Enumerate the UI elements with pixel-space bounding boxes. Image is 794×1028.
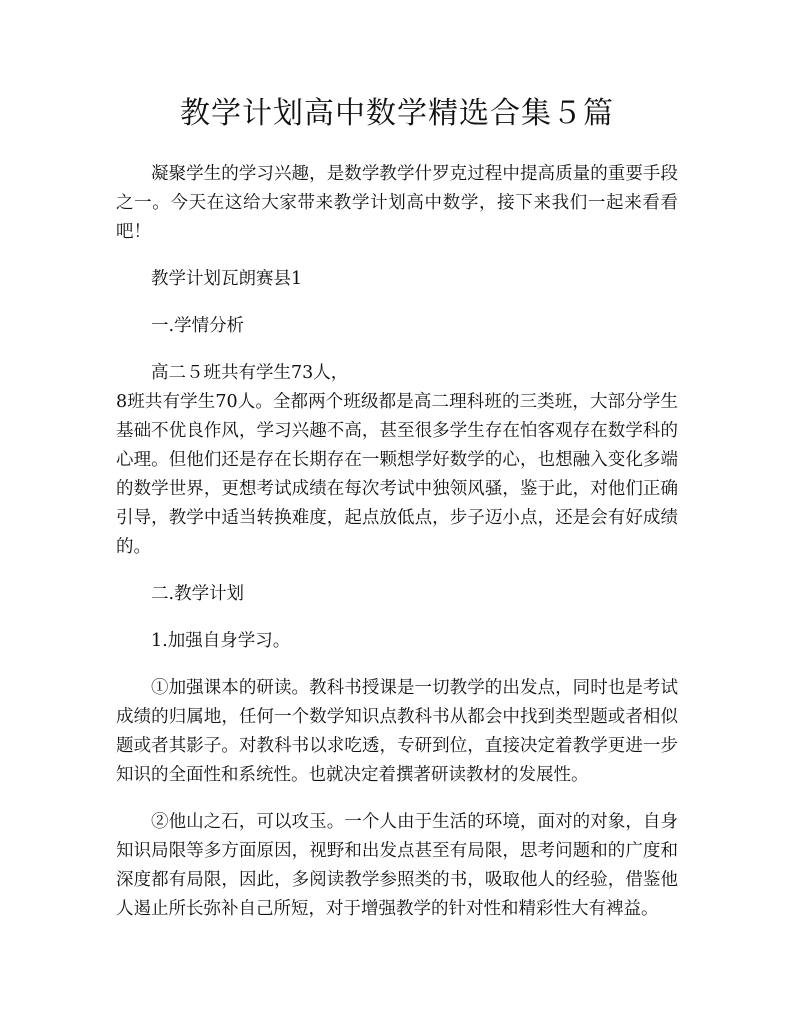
reference-reading-paragraph: ②他山之石，可以攻玉。一个人由于生活的环境，面对的对象，自身知识局限等多方面原因，视野和出发点甚至有局限，思考问题和的广度和深度都有局限，因此，多阅读教学参照类的书，吸取他人的经验，借鉴他人遏止所长弥补自己所短，对于增强教学的针对性和精彩性大有裨益。 (116, 812, 678, 919)
heading-situation-analysis: 一.学情分析 (151, 316, 245, 336)
document-title: 教学计划高中数学精选合集５篇 (180, 96, 614, 131)
section-title: 教学计划瓦朗赛县1 (151, 269, 303, 289)
textbook-study-paragraph: ①加强课本的研读。教科书授课是一切教学的出发点，同时也是考试成绩的归属地，任何一个数学知识点教科书从都会中找到类型题或者相似题或者其影子。对教科书以求吃透，专研到位，直接决定着教学更进一步知识的全面性和系统性。也就决定着撰著研读教材的发展性。 (116, 678, 678, 785)
situation-paragraph-body: 8班共有学生70人。全都两个班级都是高二理科班的三类班，大部分学生基础不优良作风，学习兴趣不高，甚至很多学生存在怕客观存在数学科的心理。但他们还是存在长期存在一颗想学好数学的心，也想融入变化多端的数学世界，更想考试成绩在每次考试中独领风骚，鉴于此，对他们正确引导，教学中适当转换难度，起点放低点，步子迈小点，还是会有好成绩的。 (116, 392, 678, 557)
heading-self-study: 1.加强自身学习。 (151, 631, 291, 651)
situation-paragraph (116, 359, 678, 562)
intro-paragraph: 凝聚学生的学习兴趣，是数学教学什罗克过程中提高质量的重要手段之一。今天在这给大家带来教学计划高中数学，接下来我们一起来看看吧！ (116, 164, 678, 242)
heading-teaching-plan: 二.教学计划 (151, 584, 245, 604)
situation-paragraph-line1: 高二５班共有学生73人， (151, 363, 349, 383)
